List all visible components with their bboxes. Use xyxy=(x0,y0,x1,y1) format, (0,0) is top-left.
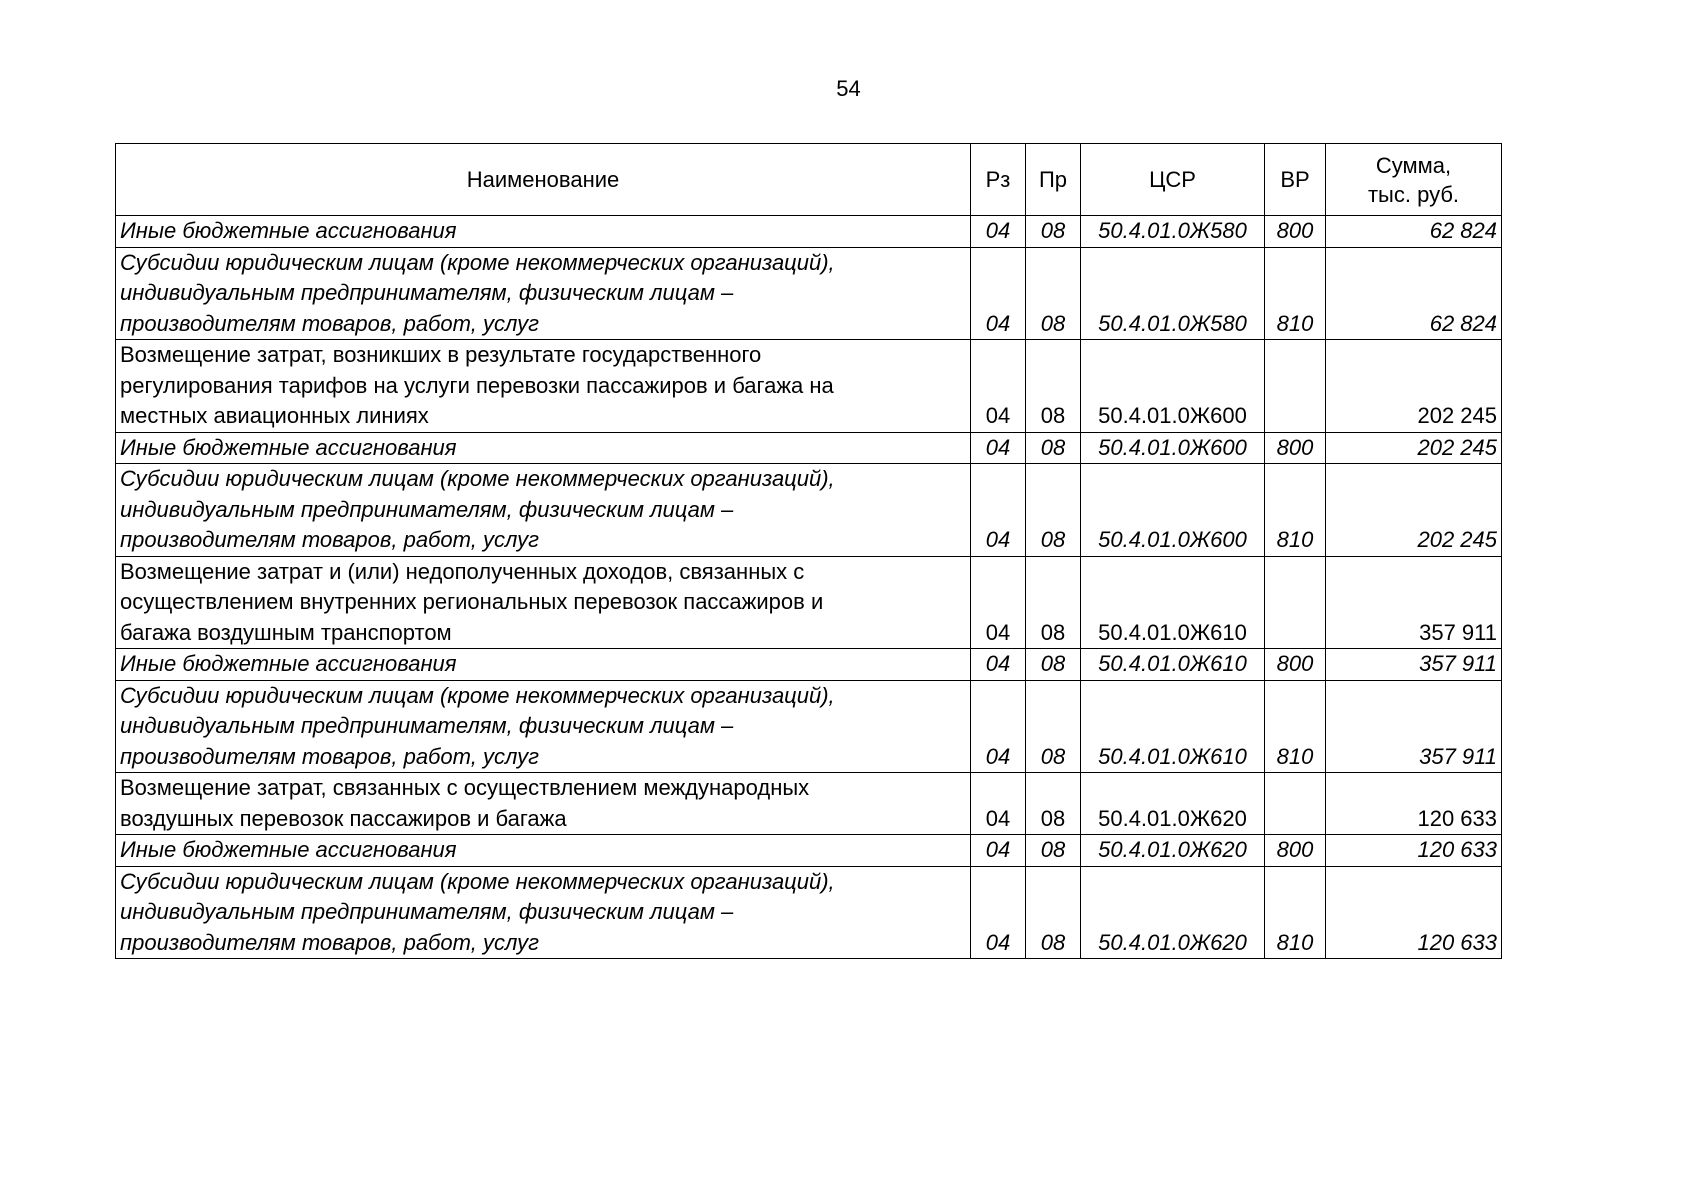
table-row xyxy=(116,464,1502,557)
row-sum: 120 633 xyxy=(1326,835,1502,867)
row-rz: 04 xyxy=(971,773,1026,835)
row-pr: 08 xyxy=(1026,649,1081,681)
table-row xyxy=(116,340,1502,433)
row-csr: 50.4.01.0Ж620 xyxy=(1081,835,1265,867)
row-pr: 08 xyxy=(1026,835,1081,867)
row-pr: 08 xyxy=(1026,340,1081,433)
row-name xyxy=(116,866,971,959)
table-row xyxy=(116,773,1502,835)
row-vr: 800 xyxy=(1265,649,1326,681)
row-rz: 04 xyxy=(971,556,1026,649)
row-pr: 08 xyxy=(1026,773,1081,835)
row-csr: 50.4.01.0Ж580 xyxy=(1081,216,1265,248)
row-name xyxy=(116,340,971,433)
row-vr: 800 xyxy=(1265,432,1326,464)
row-name-line: Иные бюджетные ассигнования xyxy=(120,651,457,676)
row-rz: 04 xyxy=(971,216,1026,248)
row-rz: 04 xyxy=(971,340,1026,433)
row-name-line: воздушных перевозок пассажиров и багажа xyxy=(120,805,567,831)
row-pr: 08 xyxy=(1026,216,1081,248)
row-vr xyxy=(1265,340,1326,433)
row-csr: 50.4.01.0Ж620 xyxy=(1081,866,1265,959)
row-name-line: багажа воздушным транспортом xyxy=(120,619,452,645)
table-row xyxy=(116,216,1502,248)
row-vr: 810 xyxy=(1265,680,1326,773)
row-sum: 120 633 xyxy=(1326,773,1502,835)
row-vr xyxy=(1265,556,1326,649)
row-name-line: Субсидии юридическим лицам (кроме некоммерческих организаций), xyxy=(120,249,835,275)
row-vr: 800 xyxy=(1265,216,1326,248)
row-name-line: Возмещение затрат, связанных с осуществлением международных xyxy=(120,775,810,800)
row-name xyxy=(116,835,971,867)
row-name-line: осуществлением внутренних региональных перевозок пассажиров и xyxy=(120,589,824,614)
row-sum: 357 911 xyxy=(1326,649,1502,681)
header-sum-line2: тыс. руб. xyxy=(1367,181,1460,207)
row-rz: 04 xyxy=(971,680,1026,773)
row-rz: 04 xyxy=(971,247,1026,340)
row-sum: 62 824 xyxy=(1326,247,1502,340)
row-sum: 202 245 xyxy=(1326,464,1502,557)
row-name-line: индивидуальным предпринимателям, физическим лицам – xyxy=(120,496,734,522)
row-sum: 62 824 xyxy=(1326,216,1502,248)
row-pr: 08 xyxy=(1026,432,1081,464)
row-csr: 50.4.01.0Ж600 xyxy=(1081,432,1265,464)
row-pr: 08 xyxy=(1026,556,1081,649)
row-rz: 04 xyxy=(971,866,1026,959)
header-rz: Рз xyxy=(971,144,1026,216)
row-name xyxy=(116,556,971,649)
table-header-row xyxy=(116,144,1502,216)
row-name-line: производителям товаров, работ, услуг xyxy=(120,743,539,769)
row-name-line: Иные бюджетные ассигнования xyxy=(120,218,457,243)
table-row xyxy=(116,835,1502,867)
page-number: 54 xyxy=(836,76,861,101)
row-pr: 08 xyxy=(1026,247,1081,340)
row-name xyxy=(116,247,971,340)
header-name: Наименование xyxy=(116,144,971,216)
row-name-line: Субсидии юридическим лицам (кроме некоммерческих организаций), xyxy=(120,466,835,491)
row-name xyxy=(116,464,971,557)
row-name xyxy=(116,649,971,681)
row-name-line: местных авиационных линиях xyxy=(120,403,429,428)
row-name-line: Субсидии юридическим лицам (кроме некоммерческих организаций), xyxy=(120,868,835,894)
row-csr: 50.4.01.0Ж610 xyxy=(1081,680,1265,773)
row-name-line: индивидуальным предпринимателям, физическим лицам – xyxy=(120,713,734,738)
table-row xyxy=(116,649,1502,681)
row-name-line: производителям товаров, работ, услуг xyxy=(120,929,539,955)
row-name-line: регулирования тарифов на услуги перевозки пассажиров и багажа на xyxy=(120,372,834,398)
table-row xyxy=(116,247,1502,340)
row-name-line: производителям товаров, работ, услуг xyxy=(120,310,539,336)
table-row xyxy=(116,866,1502,959)
row-sum: 120 633 xyxy=(1326,866,1502,959)
row-name-line: индивидуальным предпринимателям, физическим лицам – xyxy=(120,899,734,924)
table-body xyxy=(116,216,1502,959)
row-sum: 357 911 xyxy=(1326,680,1502,773)
table-row xyxy=(116,432,1502,464)
row-pr: 08 xyxy=(1026,866,1081,959)
row-csr: 50.4.01.0Ж600 xyxy=(1081,340,1265,433)
row-name xyxy=(116,680,971,773)
row-name-line: Иные бюджетные ассигнования xyxy=(120,837,457,862)
row-name xyxy=(116,432,971,464)
row-name xyxy=(116,773,971,835)
row-rz: 04 xyxy=(971,464,1026,557)
row-pr: 08 xyxy=(1026,680,1081,773)
row-rz: 04 xyxy=(971,432,1026,464)
row-rz: 04 xyxy=(971,649,1026,681)
header-csr: ЦСР xyxy=(1081,144,1265,216)
row-vr: 810 xyxy=(1265,464,1326,557)
row-csr: 50.4.01.0Ж610 xyxy=(1081,556,1265,649)
row-rz: 04 xyxy=(971,835,1026,867)
row-name-line: Субсидии юридическим лицам (кроме некоммерческих организаций), xyxy=(120,682,835,708)
row-csr: 50.4.01.0Ж620 xyxy=(1081,773,1265,835)
row-name-line: Возмещение затрат, возникших в результате государственного xyxy=(120,342,762,367)
row-name-line: Возмещение затрат и (или) недополученных доходов, связанных с xyxy=(120,558,805,584)
row-name xyxy=(116,216,971,248)
row-vr: 800 xyxy=(1265,835,1326,867)
row-csr: 50.4.01.0Ж610 xyxy=(1081,649,1265,681)
row-pr: 08 xyxy=(1026,464,1081,557)
header-vr: ВР xyxy=(1265,144,1326,216)
row-sum: 202 245 xyxy=(1326,340,1502,433)
row-csr: 50.4.01.0Ж580 xyxy=(1081,247,1265,340)
table-row xyxy=(116,680,1502,773)
row-name-line: индивидуальным предпринимателям, физическим лицам – xyxy=(120,280,734,305)
header-pr: Пр xyxy=(1026,144,1081,216)
table-row xyxy=(116,556,1502,649)
row-sum: 357 911 xyxy=(1326,556,1502,649)
row-csr: 50.4.01.0Ж600 xyxy=(1081,464,1265,557)
header-sum-line1: Сумма, xyxy=(1375,152,1452,178)
row-vr: 810 xyxy=(1265,866,1326,959)
row-name-line: Иные бюджетные ассигнования xyxy=(120,434,457,460)
row-name-line: производителям товаров, работ, услуг xyxy=(120,527,539,552)
row-sum: 202 245 xyxy=(1326,432,1502,464)
row-vr: 810 xyxy=(1265,247,1326,340)
header-sum xyxy=(1326,144,1502,216)
budget-table xyxy=(115,143,1502,959)
row-vr xyxy=(1265,773,1326,835)
